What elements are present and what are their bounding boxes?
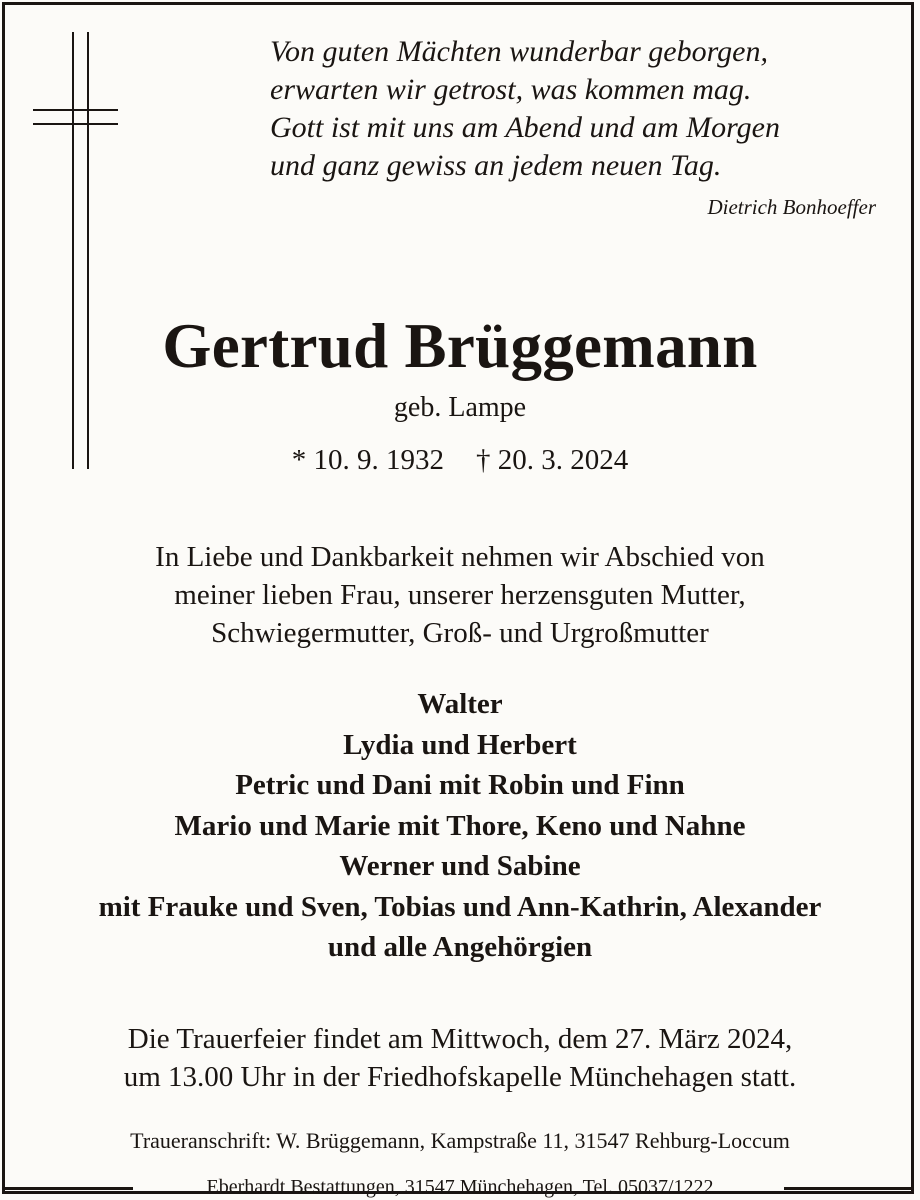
mourner-entry: Mario und Marie mit Thore, Keno und Nahne [174,809,746,842]
mourner-entry: Werner und Sabine [339,850,581,882]
funeral-service-notice [0,1020,920,1096]
service-line: Die Trauerfeier findet am Mittwoch, dem 27. März 2024, [127,1023,793,1055]
poem-line: Gott ist mit uns am Abend und am Morgen [270,111,780,144]
mourning-address: Traueranschrift: W. Brüggemann, Kampstraße 11, 31547 Rehburg-Loccum [130,1128,790,1153]
farewell-line: In Liebe und Dankbarkeit nehmen wir Abschied von [155,541,765,573]
poem-line: und ganz gewiss an jedem neuen Tag. [270,149,722,182]
maiden-name: geb. Lampe [393,392,527,423]
mourner-entry: Walter [417,688,503,720]
life-dates [0,442,920,478]
service-line: um 13.00 Uhr in der Friedhofskapelle Münchehagen statt. [123,1061,797,1093]
mourners-list [0,684,920,968]
death-date: † 20. 3. 2024 [476,444,629,476]
poem-author: Dietrich Bonhoeffer [707,195,876,219]
farewell-text [0,538,920,652]
farewell-line: Schwiegermutter, Groß- und Urgroßmutter [211,617,709,649]
mourner-entry: Petric und Dani mit Robin und Finn [235,769,685,801]
birth-date: * 10. 9. 1932 [291,444,444,476]
poem-line: Von guten Mächten wunderbar geborgen, [270,35,768,68]
mourner-entry: und alle Angehörgien [327,931,593,963]
poem [270,33,880,185]
farewell-line: meiner lieben Frau, unserer herzensguten Mutter, [174,579,746,611]
mourner-entry: mit Frauke und Sven, Tobias und Ann-Kathrin, Alexander [98,890,822,923]
poem-line: erwarten wir getrost, was kommen mag. [270,73,752,106]
funeral-home-footer [0,1174,920,1200]
deceased-name: Gertrud Brüggemann [162,311,758,381]
mourner-entry: Lydia und Herbert [343,728,577,761]
funeral-home-info: Eberhardt Bestattungen, 31547 Münchehagen, Tel. 05037/1222 [206,1176,714,1198]
footer-rule-right [784,1187,912,1190]
